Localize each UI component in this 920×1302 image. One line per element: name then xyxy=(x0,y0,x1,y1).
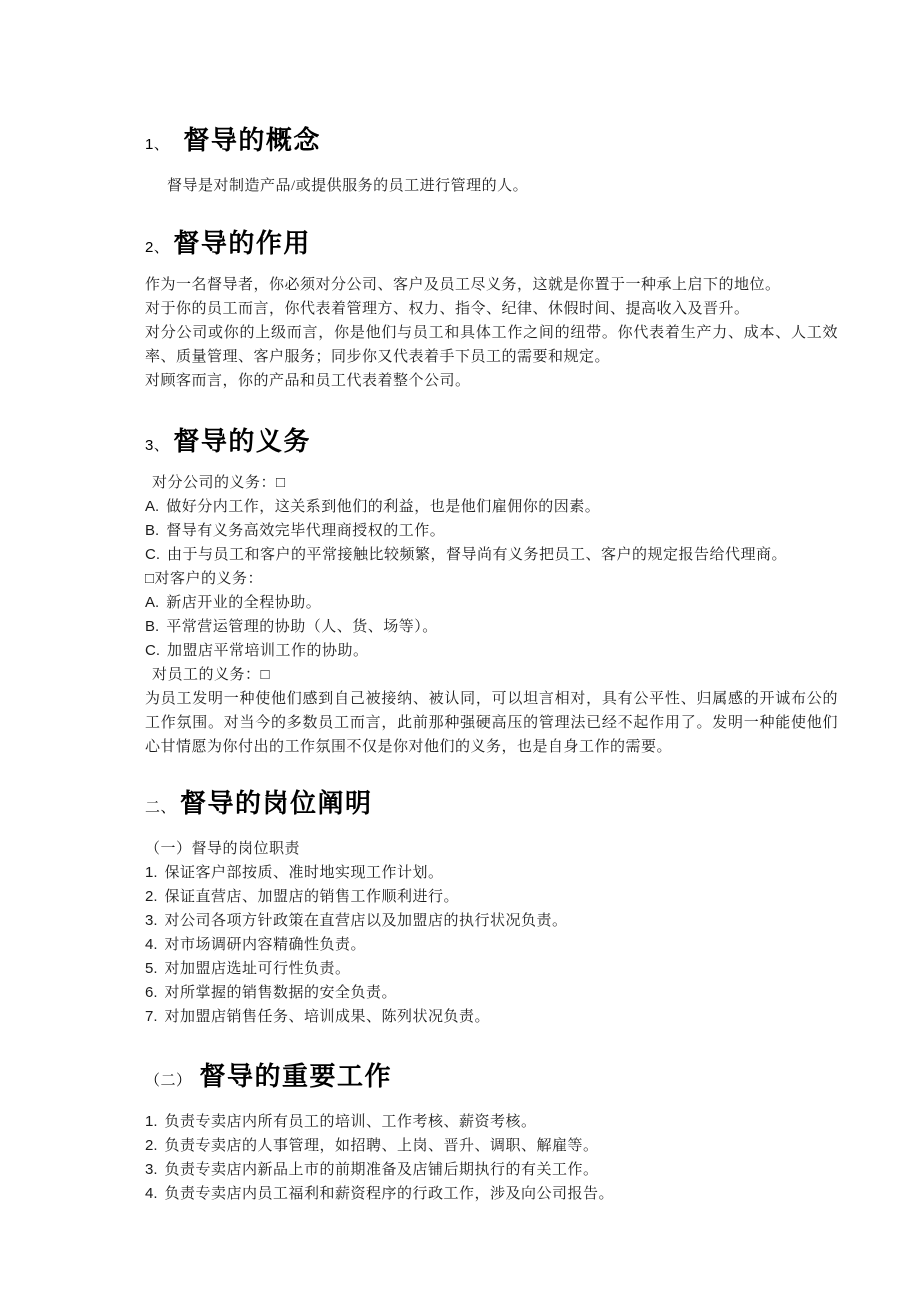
list-marker: 7. xyxy=(145,1008,158,1025)
list-item xyxy=(145,885,838,909)
list-item xyxy=(145,639,838,663)
section-2-heading xyxy=(145,226,838,265)
list-item xyxy=(145,909,838,933)
list-item xyxy=(145,1005,838,1029)
list-marker: 4. xyxy=(145,1185,158,1202)
list-marker: 3. xyxy=(145,912,158,929)
list-marker: 6. xyxy=(145,984,158,1001)
group-label: □对客户的义务： xyxy=(145,571,264,587)
list-text: 保证客户部按质、准时地实现工作计划。 xyxy=(164,865,444,881)
list-text: 负责专卖店的人事管理，如招聘、上岗、晋升、调职、解雇等。 xyxy=(164,1138,599,1154)
list-marker: B. xyxy=(145,618,160,635)
list-item xyxy=(145,1182,838,1206)
list-marker: 4. xyxy=(145,936,158,953)
heading-number: （二） xyxy=(145,1073,192,1089)
list-text: 负责专卖店内员工福利和薪资程序的行政工作，涉及向公司报告。 xyxy=(164,1186,615,1202)
list-text: 加盟店平常培训工作的协助。 xyxy=(167,643,369,659)
list-item xyxy=(145,615,838,639)
list-text: 对加盟店销售任务、培训成果、陈列状况负责。 xyxy=(164,1009,491,1025)
heading-number: 1、 xyxy=(145,136,170,153)
paragraph: 对顾客而言，你的产品和员工代表着整个公司。 xyxy=(145,373,471,389)
list-item xyxy=(145,861,838,885)
heading-title: 督导的重要工作 xyxy=(199,1061,393,1091)
list-item xyxy=(145,1158,838,1182)
list-text: 对市场调研内容精确性负责。 xyxy=(164,937,367,953)
heading-title: 督导的作用 xyxy=(173,228,311,258)
list-text: 做好分内工作，这关系到他们的利益，也是他们雇佣你的因素。 xyxy=(166,499,601,515)
list-marker: 5. xyxy=(145,960,158,977)
list-item xyxy=(145,957,838,981)
list-item xyxy=(145,933,838,957)
paragraph: 督导是对制造产品/或提供服务的员工进行管理的人。 xyxy=(167,178,529,194)
list-text: 对所掌握的销售数据的安全负责。 xyxy=(164,985,398,1001)
list-text: 督导有义务高效完毕代理商授权的工作。 xyxy=(166,523,446,539)
list-marker: 2. xyxy=(145,888,158,905)
list-marker: 1. xyxy=(145,1113,158,1130)
list-item xyxy=(145,543,838,567)
section-4-heading xyxy=(145,786,838,825)
list-text: 新店开业的全程协助。 xyxy=(166,595,322,611)
list-marker: A. xyxy=(145,498,160,515)
heading-title: 督导的岗位阐明 xyxy=(180,788,373,818)
list-marker: 1. xyxy=(145,864,158,881)
heading-number: 二、 xyxy=(145,800,177,816)
heading-title: 督导的义务 xyxy=(173,426,311,456)
list-item xyxy=(145,591,838,615)
list-item xyxy=(145,981,838,1005)
sub-heading: （一）督导的岗位职责 xyxy=(145,841,301,857)
paragraph: 对于你的员工而言，你代表着管理方、权力、指令、纪律、休假时间、提高收入及晋升。 xyxy=(145,301,750,317)
group-label: 对员工的义务：□ xyxy=(152,667,271,683)
list-text: 保证直营店、加盟店的销售工作顺利进行。 xyxy=(164,889,460,905)
group-label: 对分公司的义务：□ xyxy=(152,475,286,491)
list-text: 对公司各项方针政策在直营店以及加盟店的执行状况负责。 xyxy=(164,913,568,929)
list-marker: 2. xyxy=(145,1137,158,1154)
paragraph: 对分公司或你的上级而言，你是他们与员工和具体工作之间的纽带。你代表着生产力、成本、人工效率、质量管理、客户服务；同步你又代表着手下员工的需要和规定。 xyxy=(145,325,838,365)
list-item xyxy=(145,1134,838,1158)
list-marker: A. xyxy=(145,594,160,611)
list-marker: B. xyxy=(145,522,160,539)
list-text: 平常营运管理的协助（人、货、场等）。 xyxy=(166,619,438,635)
list-text: 对加盟店选址可行性负责。 xyxy=(164,961,351,977)
heading-number: 2、 xyxy=(145,239,170,256)
list-text: 负责专卖店内新品上市的前期准备及店铺后期执行的有关工作。 xyxy=(164,1162,599,1178)
paragraph: 作为一名督导者，你必须对分公司、客户及员工尽义务，这就是你置于一种承上启下的地位。 xyxy=(145,277,781,293)
list-item xyxy=(145,1110,838,1134)
list-marker: 3. xyxy=(145,1161,158,1178)
list-item xyxy=(145,495,838,519)
list-text: 由于与员工和客户的平常接触比较频繁，督导尚有义务把员工、客户的规定报告给代理商。 xyxy=(167,547,788,563)
heading-number: 3、 xyxy=(145,437,170,454)
list-item xyxy=(145,519,838,543)
heading-title: 督导的概念 xyxy=(183,125,321,155)
list-marker: C. xyxy=(145,642,160,659)
list-text: 负责专卖店内所有员工的培训、工作考核、薪资考核。 xyxy=(164,1114,537,1130)
section-3-heading xyxy=(145,424,838,463)
section-5-heading xyxy=(145,1059,838,1098)
section-1-heading xyxy=(145,123,838,162)
list-marker: C. xyxy=(145,546,160,563)
paragraph: 为员工发明一种使他们感到自己被接纳、被认同，可以坦言相对，具有公平性、归属感的开诚布公的工作氛围。对当今的多数员工而言，此前那种强硬高压的管理法已经不起作用了。发明一种能使他们心甘情愿为你付出的工作氛围不仅是你对他们的义务，也是自身工作的需要。 xyxy=(145,691,838,755)
